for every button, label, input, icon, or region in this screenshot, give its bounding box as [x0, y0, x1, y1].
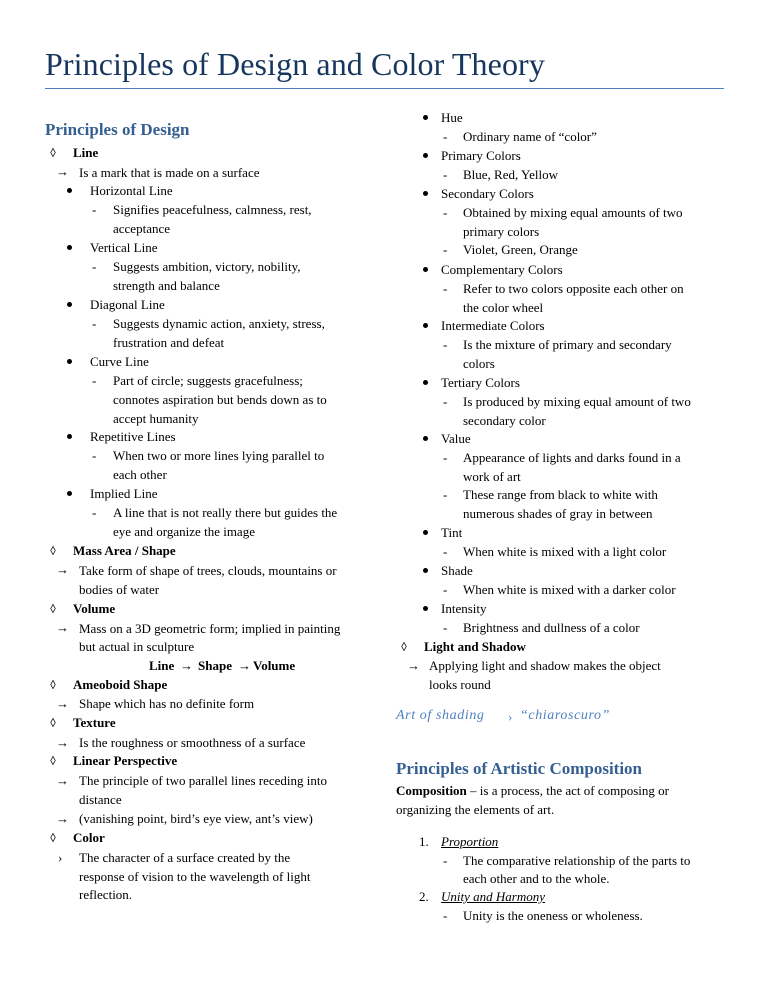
dash-marker: -	[92, 316, 97, 331]
bullet-icon	[423, 568, 428, 573]
diagonal-line-desc-1: Suggests dynamic action, anxiety, stress,	[113, 316, 325, 331]
dash-marker: -	[92, 202, 97, 217]
line-label: Line	[73, 145, 99, 160]
chiaroscuro: “chiaroscuro”	[520, 708, 610, 723]
value-desc-3: These range from black to white with	[463, 487, 658, 502]
unity-harmony-label: Unity and Harmony	[441, 889, 545, 904]
repetitive-lines-label: Repetitive Lines	[90, 429, 176, 444]
vertical-line-label: Vertical Line	[90, 240, 158, 255]
light-shadow-desc-1: Applying light and shadow makes the object	[429, 658, 661, 673]
mass-shape-desc-2: bodies of water	[79, 582, 160, 597]
dash-marker: -	[92, 259, 97, 274]
unity-harmony-desc: Unity is the oneness or wholeness.	[463, 908, 643, 923]
texture-desc: Is the roughness or smoothness of a surface	[79, 735, 306, 750]
ameoboid-desc: Shape which has no definite form	[79, 696, 255, 711]
linear-perspective-desc-1: The principle of two parallel lines receding into	[79, 773, 327, 788]
diamond-icon	[50, 604, 56, 613]
shade-desc: When white is mixed with a darker color	[463, 582, 676, 597]
proportion-desc-2: each other and to the whole.	[463, 871, 610, 886]
bullet-icon	[67, 491, 72, 496]
implied-line-desc-1: A line that is not really there but guides the	[113, 505, 338, 520]
composition-term: Composition	[396, 783, 467, 798]
horizontal-line-desc-2: acceptance	[113, 221, 171, 236]
proportion-label: Proportion	[441, 834, 499, 849]
dash-marker: -	[443, 853, 448, 868]
horizontal-line-desc-1: Signifies peacefulness, calmness, rest,	[113, 202, 312, 217]
shade-label: Shade	[441, 563, 473, 578]
secondary-colors-label: Secondary Colors	[441, 186, 534, 201]
artistic-composition-heading: Principles of Artistic Composition	[396, 759, 643, 778]
dash-marker: -	[92, 373, 97, 388]
proportion-desc-1: The comparative relationship of the parts to	[463, 853, 691, 868]
diamond-icon	[50, 546, 56, 555]
intensity-desc: Brightness and dullness of a color	[463, 620, 640, 635]
flow-line: Line	[149, 658, 175, 673]
diamond-icon	[50, 833, 56, 842]
color-label: Color	[73, 830, 105, 845]
curve-line-desc-1: Part of circle; suggests gracefulness;	[113, 373, 303, 388]
list-number: 2.	[419, 889, 429, 904]
arrow-icon: →	[56, 562, 69, 577]
value-label: Value	[441, 431, 471, 446]
intermediate-colors-desc-1: Is the mixture of primary and secondary	[463, 337, 672, 352]
complementary-colors-label: Complementary Colors	[441, 262, 563, 277]
arrow-icon: →	[56, 735, 69, 750]
linear-perspective-label: Linear Perspective	[73, 753, 178, 768]
bullet-icon	[423, 606, 428, 611]
arrow-icon: →	[56, 773, 69, 788]
diamond-icon	[50, 148, 56, 157]
chevron-right-icon: ›	[58, 850, 63, 865]
diamond-icon	[401, 642, 407, 651]
horizontal-line-label: Horizontal Line	[90, 183, 173, 198]
hue-label: Hue	[441, 110, 463, 125]
tertiary-colors-label: Tertiary Colors	[441, 375, 520, 390]
volume-label: Volume	[73, 601, 116, 616]
dash-marker: -	[443, 129, 448, 144]
diamond-icon	[50, 756, 56, 765]
diamond-icon	[50, 680, 56, 689]
flow-shape: Shape	[198, 658, 232, 673]
hue-desc: Ordinary name of “color”	[463, 129, 597, 144]
texture-label: Texture	[73, 715, 116, 730]
volume-desc-2: but actual in sculpture	[79, 639, 195, 654]
title-rule	[45, 88, 724, 89]
arrow-icon: →	[56, 811, 69, 826]
list-number: 1.	[419, 834, 429, 849]
document-title: Principles of Design and Color Theory	[45, 46, 545, 82]
complementary-colors-desc-2: the color wheel	[463, 300, 544, 315]
secondary-colors-desc-2: primary colors	[463, 224, 540, 239]
composition-def: – is a process, the act of composing or	[466, 783, 669, 798]
primary-colors-label: Primary Colors	[441, 148, 521, 163]
bullet-icon	[67, 188, 72, 193]
chevron-right-icon: ›	[508, 709, 513, 724]
bullet-icon	[423, 191, 428, 196]
arrow-icon: →	[407, 658, 420, 673]
dash-marker: -	[92, 448, 97, 463]
line-definition: Is a mark that is made on a surface	[79, 165, 260, 180]
bullet-icon	[423, 323, 428, 328]
repetitive-lines-desc-1: When two or more lines lying parallel to	[113, 448, 325, 463]
bullet-icon	[67, 359, 72, 364]
dash-marker: -	[92, 505, 97, 520]
vertical-line-desc-2: strength and balance	[113, 278, 220, 293]
curve-line-label: Curve Line	[90, 354, 149, 369]
volume-desc-1: Mass on a 3D geometric form; implied in painting	[79, 621, 341, 636]
linear-perspective-desc-2: distance	[79, 792, 122, 807]
color-desc-1: The character of a surface created by the	[79, 850, 291, 865]
dash-marker: -	[443, 337, 448, 352]
principles-of-design-heading: Principles of Design	[45, 120, 190, 139]
light-shadow-desc-2: looks round	[429, 677, 491, 692]
bullet-icon	[423, 153, 428, 158]
light-shadow-label: Light and Shadow	[424, 639, 526, 654]
ameoboid-label: Ameoboid Shape	[73, 677, 168, 692]
dash-marker: -	[443, 908, 448, 923]
intensity-label: Intensity	[441, 601, 487, 616]
complementary-colors-desc-1: Refer to two colors opposite each other on	[463, 281, 684, 296]
arrow-icon: →	[56, 620, 69, 635]
bullet-icon	[67, 302, 72, 307]
color-desc-2: response of vision to the wavelength of light	[79, 869, 311, 884]
tertiary-colors-desc-2: secondary color	[463, 413, 546, 428]
dash-marker: -	[443, 487, 448, 502]
dash-marker: -	[443, 394, 448, 409]
value-desc-1: Appearance of lights and darks found in a	[463, 450, 681, 465]
composition-definition-2: organizing the elements of art.	[396, 802, 555, 817]
bullet-icon	[67, 434, 72, 439]
vertical-line-desc-1: Suggests ambition, victory, nobility,	[113, 259, 301, 274]
dash-marker: -	[443, 281, 448, 296]
bullet-icon	[423, 267, 428, 272]
diagonal-line-label: Diagonal Line	[90, 297, 165, 312]
dash-marker: -	[443, 205, 448, 220]
value-desc-2: work of art	[463, 469, 521, 484]
repetitive-lines-desc-2: each other	[113, 467, 167, 482]
tint-desc: When white is mixed with a light color	[463, 544, 667, 559]
diamond-icon	[50, 718, 56, 727]
tint-label: Tint	[441, 525, 463, 540]
intermediate-colors-desc-2: colors	[463, 356, 495, 371]
art-of-shading: Art of shading	[396, 708, 485, 723]
tertiary-colors-desc-1: Is produced by mixing equal amount of two	[463, 394, 691, 409]
arrow-icon: →	[238, 658, 251, 673]
bullet-icon	[423, 115, 428, 120]
mass-shape-desc-1: Take form of shape of trees, clouds, mountains or	[79, 563, 337, 578]
flow-volume: Volume	[253, 658, 296, 673]
composition-definition-1	[396, 781, 669, 800]
color-desc-3: reflection.	[79, 887, 133, 902]
bullet-icon	[67, 245, 72, 250]
dash-marker: -	[443, 544, 448, 559]
mass-shape-label: Mass Area / Shape	[73, 543, 176, 558]
curve-line-desc-3: accept humanity	[113, 411, 199, 426]
diagonal-line-desc-2: frustration and defeat	[113, 335, 225, 350]
arrow-icon: →	[56, 164, 69, 179]
bullet-icon	[423, 436, 428, 441]
primary-colors-desc: Blue, Red, Yellow	[463, 167, 558, 182]
arrow-icon: →	[180, 658, 193, 673]
linear-perspective-desc-3: (vanishing point, bird’s eye view, ant’s view)	[79, 811, 313, 826]
dash-marker: -	[443, 450, 448, 465]
implied-line-label: Implied Line	[90, 486, 158, 501]
secondary-colors-desc-1: Obtained by mixing equal amounts of two	[463, 205, 683, 220]
implied-line-desc-2: eye and organize the image	[113, 524, 255, 539]
intermediate-colors-label: Intermediate Colors	[441, 318, 545, 333]
dash-marker: -	[443, 620, 448, 635]
dash-marker: -	[443, 242, 448, 257]
dash-marker: -	[443, 167, 448, 182]
curve-line-desc-2: connotes aspiration but bends down as to	[113, 392, 327, 407]
bullet-icon	[423, 530, 428, 535]
dash-marker: -	[443, 582, 448, 597]
secondary-colors-desc-3: Violet, Green, Orange	[463, 242, 578, 257]
bullet-icon	[423, 380, 428, 385]
value-desc-4: numerous shades of gray in between	[463, 506, 653, 521]
arrow-icon: →	[56, 696, 69, 711]
